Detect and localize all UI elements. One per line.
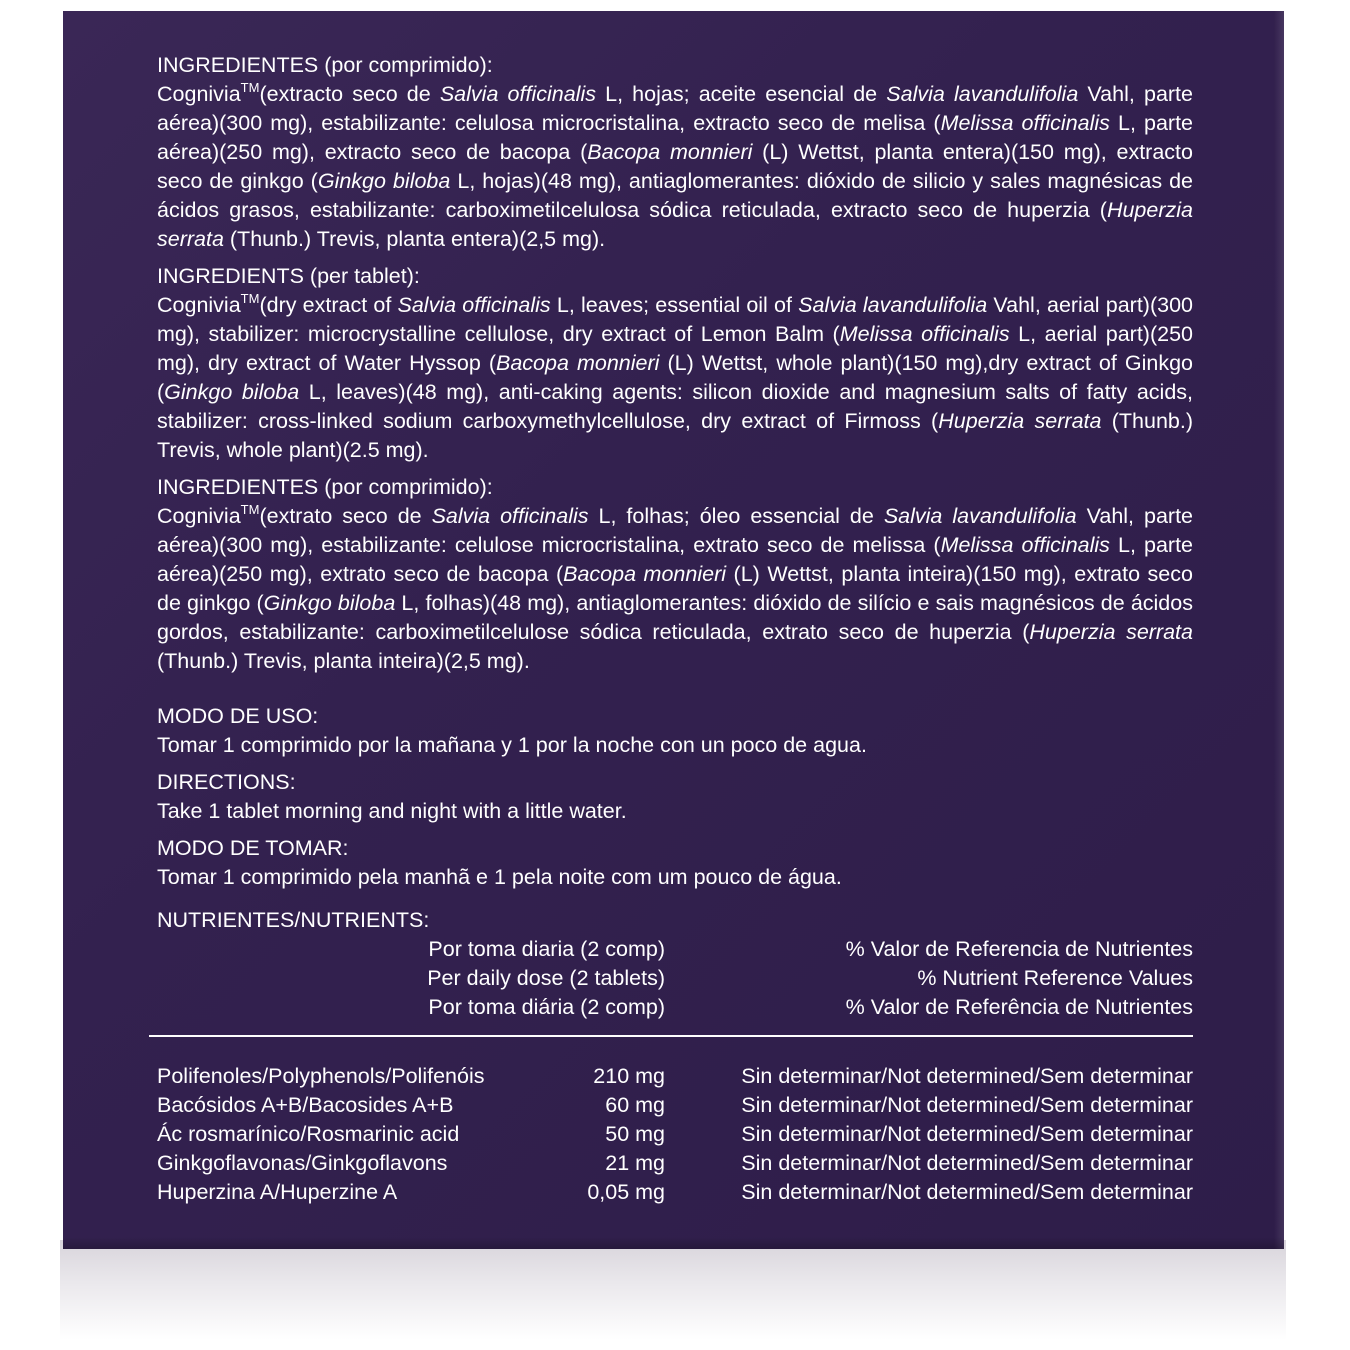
dose-header: Por toma diária (2 comp) (428, 995, 665, 1019)
nutrients-header (157, 935, 1193, 1022)
nutrients-table (157, 1062, 1193, 1207)
usage-heading: MODO DE USO: (157, 704, 319, 728)
nutrient-amount: 21 mg (605, 1151, 665, 1175)
table-divider (149, 1035, 1193, 1037)
ingredients-text: Cognivia™(extracto seco de Salvia officinalis L, hojas; aceite esencial de Salvia lavandulifolia Vahl, parte aérea)(300 mg), estabilizante: celulosa microcristalina, extracto seco de melisa (Melissa officinalis L, parte aérea)(250 mg), extracto seco de bacopa (Bacopa monnieri (L) Wettst, planta entera)(150 mg), extracto seco de ginkgo (Ginkgo biloba L, hojas)(48 mg), antiaglomerantes: dióxido de silicio y sales magnésicas de ácidos grasos, estabilizante: carboximetilcelulosa sódica reticulada, extracto seco de huperzia (Huperzia serrata (Thunb.) Trevis, planta entera)(2,5 mg). (157, 80, 1194, 251)
nutrients-heading: NUTRIENTES/NUTRIENTS: (157, 908, 430, 932)
ingredients-heading: INGREDIENTS (per tablet): (157, 264, 420, 288)
table-row (157, 1149, 1193, 1178)
nrv-header: % Valor de Referencia de Nutrientes (845, 937, 1193, 961)
nutrient-nrv: Sin determinar/Not determined/Sem determinar (741, 1122, 1193, 1146)
nutrient-nrv: Sin determinar/Not determined/Sem determinar (741, 1093, 1193, 1117)
dose-header: Por toma diaria (2 comp) (428, 937, 665, 961)
nrv-header: % Valor de Referência de Nutrientes (845, 995, 1193, 1019)
ingredients-heading: INGREDIENTES (por comprimido): (157, 53, 493, 77)
nutrient-nrv: Sin determinar/Not determined/Sem determinar (741, 1151, 1193, 1175)
nutrient-name: Ác rosmarínico/Rosmarinic acid (157, 1122, 460, 1146)
usage-es (157, 702, 1193, 760)
nutrient-name: Polifenoles/Polyphenols/Polifenóis (157, 1064, 485, 1088)
nutrients-header-row (157, 993, 1193, 1022)
usage-heading: MODO DE TOMAR: (157, 836, 349, 860)
ingredients-en (157, 262, 1193, 465)
panel-bottom-edge (63, 1237, 1284, 1249)
nutrient-amount: 0,05 mg (587, 1180, 665, 1204)
package-panel (63, 11, 1284, 1249)
panel-right-edge (1274, 11, 1284, 1249)
nutrient-name: Huperzina A/Huperzine A (157, 1180, 398, 1204)
nutrient-nrv: Sin determinar/Not determined/Sem determinar (741, 1180, 1193, 1204)
nutrient-amount: 210 mg (593, 1064, 665, 1088)
usage-heading: DIRECTIONS: (157, 770, 296, 794)
nutrients-header-row (157, 964, 1193, 993)
ingredients-es (157, 51, 1193, 254)
label-content (157, 51, 1193, 1022)
nutrient-amount: 50 mg (605, 1122, 665, 1146)
usage-text: Tomar 1 comprimido pela manhã e 1 pela noite com um pouco de água. (157, 865, 842, 889)
table-row (157, 1091, 1193, 1120)
nutrient-amount: 60 mg (605, 1093, 665, 1117)
usage-pt (157, 834, 1193, 892)
dose-header: Per daily dose (2 tablets) (427, 966, 665, 990)
ingredients-text: Cognivia™(extrato seco de Salvia officinalis L, folhas; óleo essencial de Salvia lavandulifolia Vahl, parte aérea)(300 mg), estabilizante: celulose microcristalina, extrato seco de melissa (Melissa officinalis L, parte aérea)(250 mg), extrato seco de bacopa (Bacopa monnieri (L) Wettst, planta inteira)(150 mg), extrato seco de ginkgo (Ginkgo biloba L, folhas)(48 mg), antiaglomerantes: dióxido de silício e sais magnésicos de ácidos gordos, estabilizante: carboximetilcelulose sódica reticulada, extrato seco de huperzia (Huperzia serrata (Thunb.) Trevis, planta inteira)(2,5 mg). (157, 502, 1194, 673)
nrv-header: % Nutrient Reference Values (917, 966, 1193, 990)
ingredients-pt (157, 473, 1193, 676)
usage-text: Take 1 tablet morning and night with a little water. (157, 799, 627, 823)
nutrients-header-row (157, 935, 1193, 964)
table-row (157, 1062, 1193, 1091)
nutrient-nrv: Sin determinar/Not determined/Sem determinar (741, 1064, 1193, 1088)
nutrient-name: Ginkgoflavonas/Ginkgoflavons (157, 1151, 448, 1175)
table-row (157, 1178, 1193, 1207)
box-shadow (60, 1240, 1286, 1340)
table-row (157, 1120, 1193, 1149)
nutrient-name: Bacósidos A+B/Bacosides A+B (157, 1093, 454, 1117)
ingredients-text: Cognivia™(dry extract of Salvia officinalis L, leaves; essential oil of Salvia lavandulifolia Vahl, aerial part)(300 mg), stabilizer: microcrystalline cellulose, dry extract of Lemon Balm (Melissa officinalis L, aerial part)(250 mg), dry extract of Water Hyssop (Bacopa monnieri (L) Wettst, whole plant)(150 mg),dry extract of Ginkgo (Ginkgo biloba L, leaves)(48 mg), anti-caking agents: silicon dioxide and magnesium salts of fatty acids, stabilizer: cross-linked sodium carboxymethylcellulose, dry extract of Firmoss (Huperzia serrata (Thunb.) Trevis, whole plant)(2.5 mg). (157, 291, 1194, 462)
usage-text: Tomar 1 comprimido por la mañana y 1 por la noche con un poco de agua. (157, 733, 867, 757)
usage-en (157, 768, 1193, 826)
ingredients-heading: INGREDIENTES (por comprimido): (157, 475, 493, 499)
